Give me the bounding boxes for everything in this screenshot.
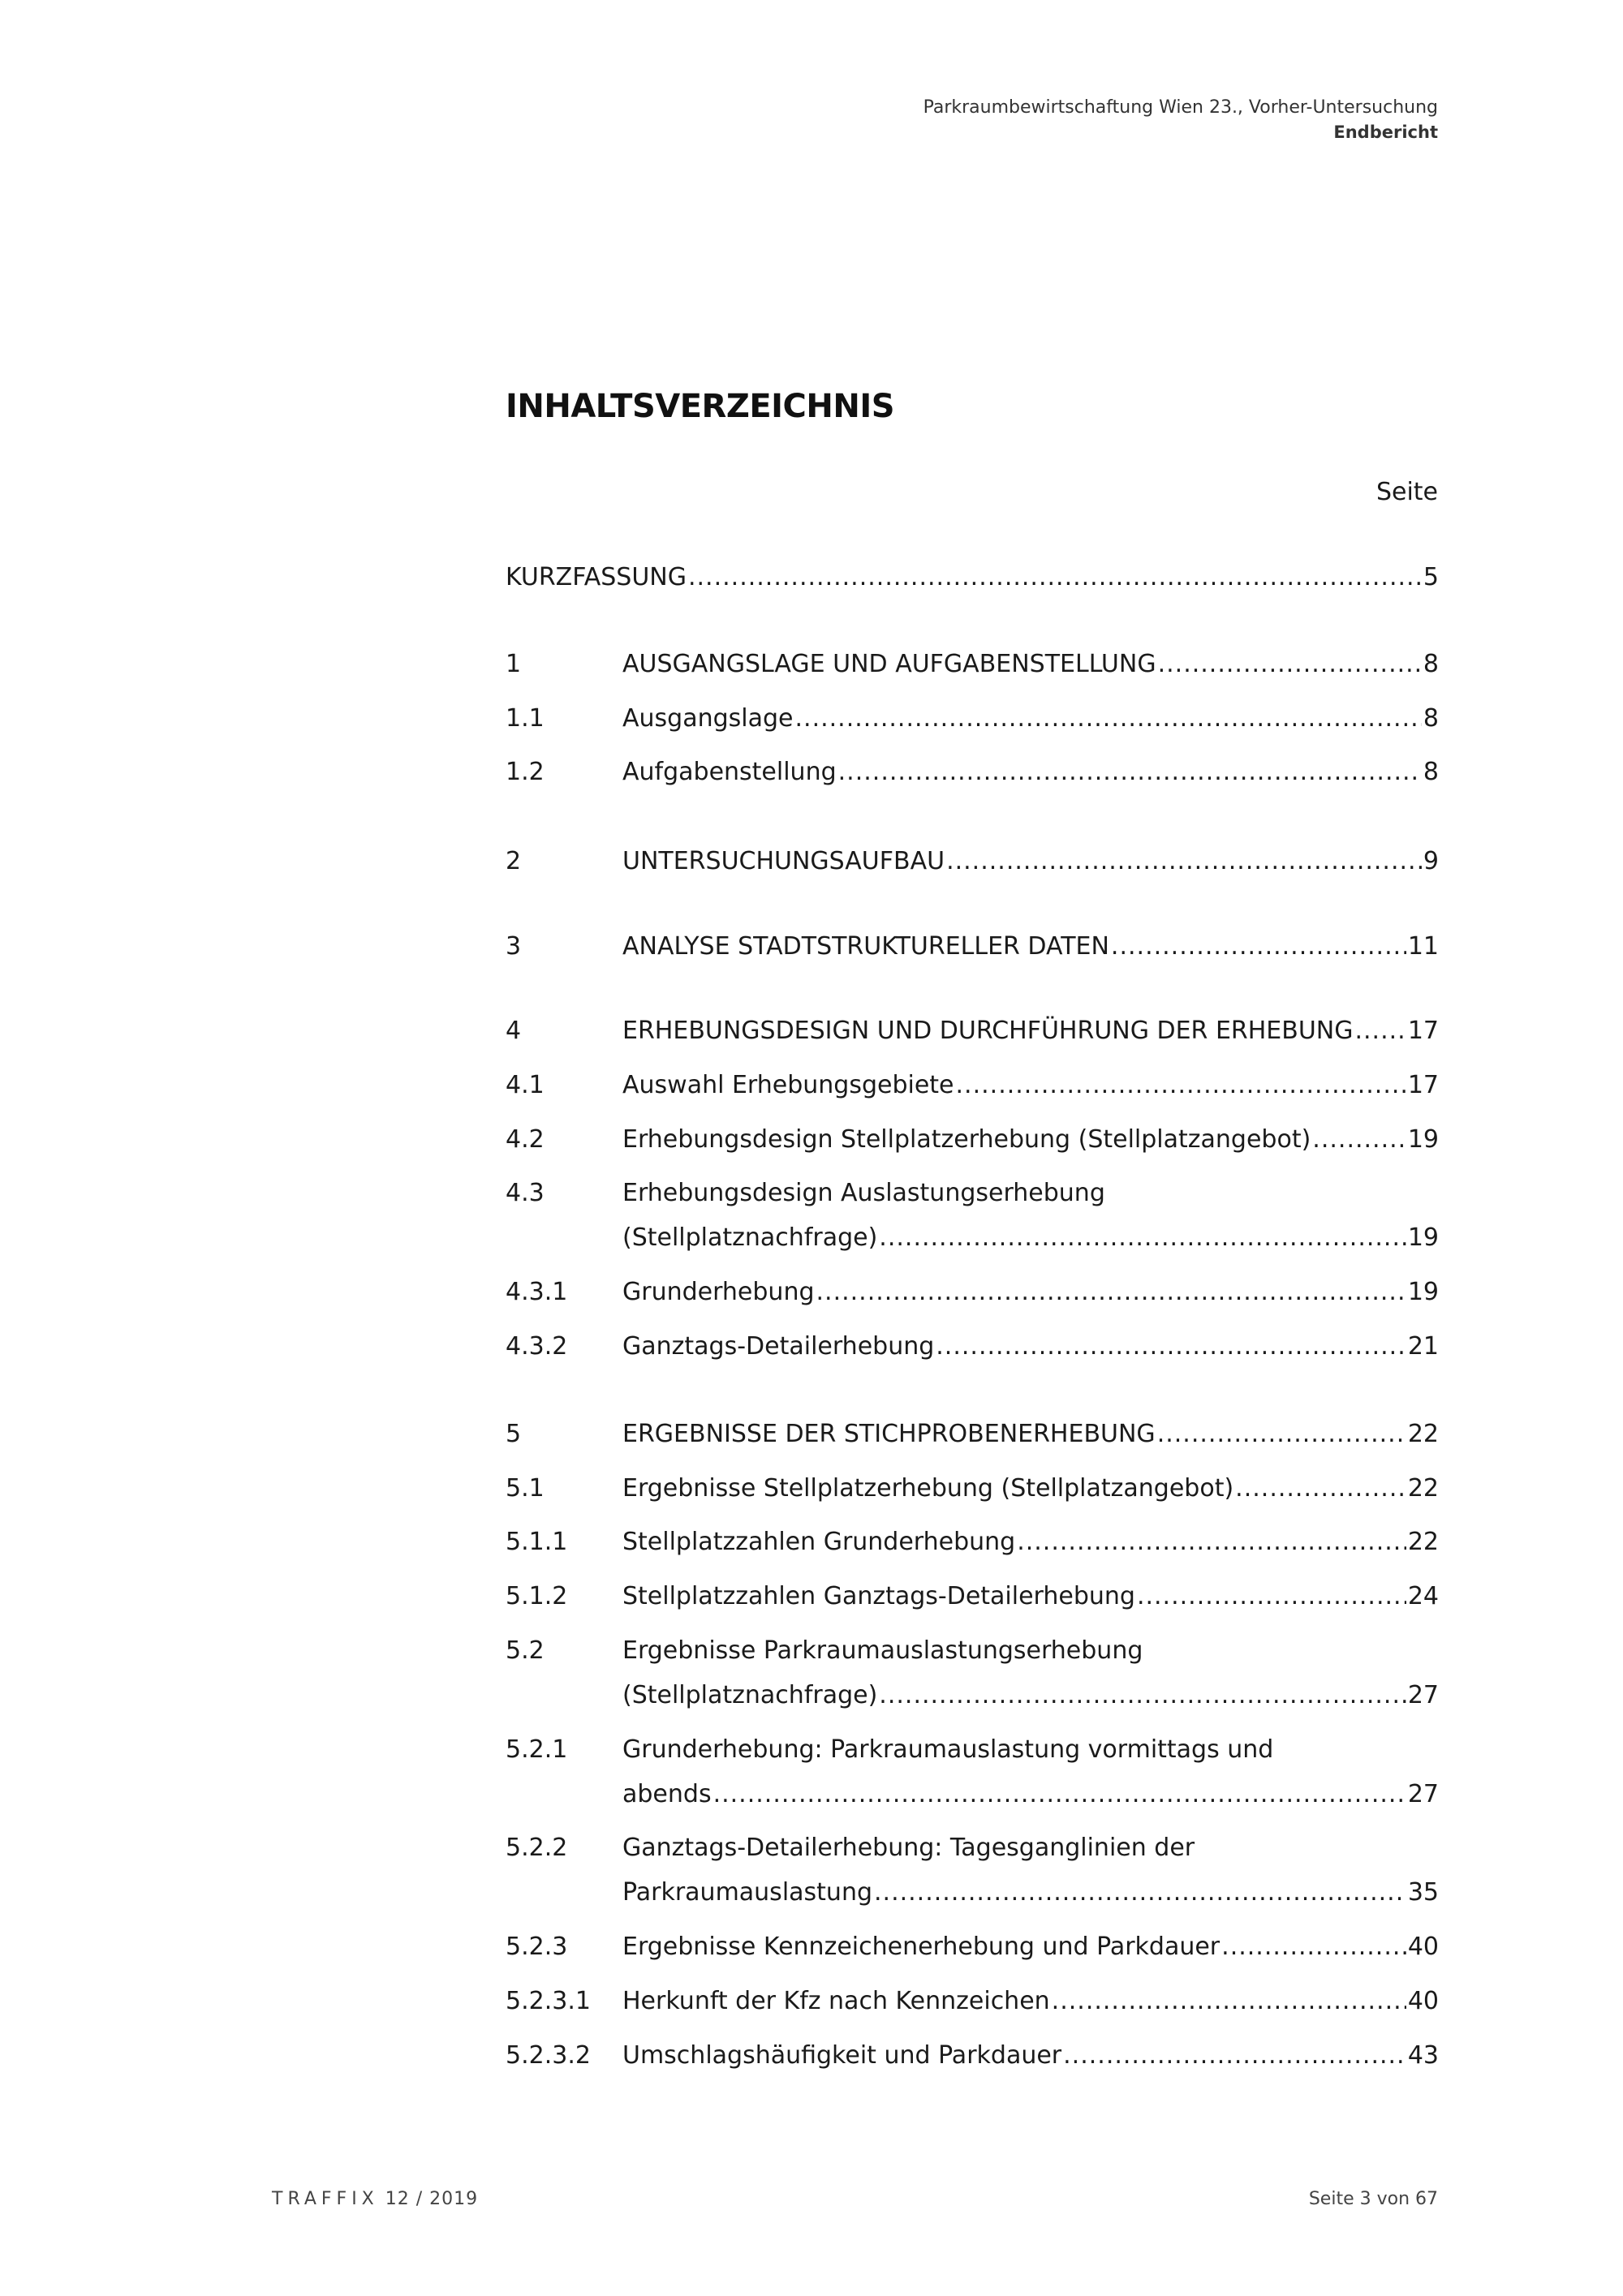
toc-entry-number: 1.2: [506, 758, 545, 786]
footer-left: [272, 2189, 478, 2209]
toc-entry-number: 5.1: [506, 1474, 545, 1503]
toc-entry-number: 1.1: [506, 704, 545, 733]
toc-entry-text: Erhebungsdesign Stellplatzerhebung (Stellplatzangebot): [622, 1125, 1311, 1154]
toc-leader-dots: [879, 1673, 1406, 1718]
toc-leader-dots: [956, 1063, 1406, 1107]
toc-entry-number: 5.1.1: [506, 1528, 568, 1556]
toc-entry-page: 17: [1407, 1017, 1439, 1045]
toc-entry-number: 5.2.3.1: [506, 1987, 591, 2015]
toc-leader-dots: [1063, 2033, 1406, 2078]
toc-entry-page: 43: [1407, 2041, 1439, 2070]
toc-entry-number: 5.2: [506, 1636, 545, 1665]
toc-entry-page: 9: [1423, 847, 1439, 875]
toc-entry-text: ERHEBUNGSDESIGN UND DURCHFÜHRUNG DER ERHEBUNG: [622, 1017, 1354, 1045]
toc-entry-page: 21: [1407, 1332, 1439, 1361]
toc-entry-page: 24: [1407, 1582, 1439, 1610]
toc-entry-page: 22: [1407, 1474, 1439, 1503]
toc-leader-dots: [795, 696, 1422, 741]
toc-leader-dots: [1235, 1466, 1406, 1511]
toc-entry-number: 5.2.2: [506, 1834, 568, 1862]
toc-leader-dots: [1137, 1574, 1406, 1619]
toc-entry-page: 40: [1407, 1933, 1439, 1961]
header-title: Parkraumbewirtschaftung Wien 23., Vorher-Untersuchung: [923, 97, 1438, 118]
toc-entry-number: 5: [506, 1420, 522, 1448]
toc-entry-page: 8: [1423, 758, 1439, 786]
toc-entry-page: 8: [1423, 704, 1439, 733]
toc-entry-page: 35: [1407, 1878, 1439, 1907]
toc-entry-number: 2: [506, 847, 522, 875]
toc-leader-dots: [838, 750, 1422, 794]
toc-leader-dots: [1354, 1008, 1406, 1053]
toc-entry-text: Ausgangslage: [622, 704, 794, 733]
toc-entry-text-line1: Erhebungsdesign Auslastungserhebung: [622, 1179, 1105, 1207]
toc-entry-page: 19: [1407, 1223, 1439, 1252]
toc-entry-text: KURZFASSUNG: [506, 563, 687, 591]
toc-entry-number: 3: [506, 932, 522, 961]
toc-leader-dots: [713, 1772, 1406, 1817]
page-title: INHALTSVERZEICHNIS: [506, 388, 895, 425]
toc-entry-page: 40: [1407, 1987, 1439, 2015]
toc-entry-text: UNTERSUCHUNGSAUFBAU: [622, 847, 945, 875]
toc-entry-text: Aufgabenstellung: [622, 758, 837, 786]
footer-brand: TRAFFIX: [272, 2189, 379, 2209]
toc-leader-dots: [816, 1270, 1406, 1314]
toc-entry-text-line1: Ergebnisse Parkraumauslastungserhebung: [622, 1636, 1143, 1665]
toc-leader-dots: [688, 555, 1422, 600]
toc-leader-dots: [1157, 1412, 1406, 1456]
toc-leader-dots: [1017, 1520, 1406, 1564]
toc-entry-page: 19: [1407, 1278, 1439, 1306]
toc-entry-page: 5: [1423, 563, 1439, 591]
footer-page-info: Seite 3 von 67: [1308, 2189, 1438, 2209]
toc-leader-dots: [946, 839, 1422, 884]
toc-entry-text: ANALYSE STADTSTRUKTURELLER DATEN: [622, 932, 1109, 961]
toc-entry-number: 5.2.3: [506, 1933, 568, 1961]
toc-entry-page: 8: [1423, 650, 1439, 678]
toc-entry-number: 4: [506, 1017, 522, 1045]
toc-entry-text: Auswahl Erhebungsgebiete: [622, 1071, 954, 1099]
toc-entry-text: AUSGANGSLAGE UND AUFGABENSTELLUNG: [622, 650, 1156, 678]
toc-entry-text: Herkunft der Kfz nach Kennzeichen: [622, 1987, 1050, 2015]
toc-entry-page: 22: [1407, 1420, 1439, 1448]
toc-entry-text: Stellplatzzahlen Grunderhebung: [622, 1528, 1016, 1556]
toc-leader-dots: [874, 1870, 1406, 1915]
toc-leader-dots: [879, 1215, 1406, 1260]
toc-entry-page: 22: [1407, 1528, 1439, 1556]
toc-entry-number: 4.1: [506, 1071, 545, 1099]
toc-entry-number: 5.1.2: [506, 1582, 568, 1610]
toc-entry-number: 4.2: [506, 1125, 545, 1154]
toc-entry-number: 4.3.1: [506, 1278, 568, 1306]
toc-entry-page: 27: [1407, 1681, 1439, 1709]
toc-entry-text: (Stellplatznachfrage): [622, 1681, 878, 1709]
toc-entry-text: (Stellplatznachfrage): [622, 1223, 878, 1252]
footer-date: 12 / 2019: [385, 2189, 479, 2209]
toc-entry-text: Grunderhebung: [622, 1278, 815, 1306]
toc-entry-text: Ergebnisse Stellplatzerhebung (Stellplatzangebot): [622, 1474, 1234, 1503]
toc-leader-dots: [1052, 1979, 1406, 2023]
running-header: [923, 96, 1438, 144]
toc-entry-text: Parkraumauslastung: [622, 1878, 872, 1907]
toc-entry-text: Ergebnisse Kennzeichenerhebung und Parkdauer: [622, 1933, 1220, 1961]
toc-entry-number: 4.3: [506, 1179, 545, 1207]
toc-entry-text: abends: [622, 1780, 712, 1808]
toc-entry-number: 4.3.2: [506, 1332, 568, 1361]
toc-entry-number: 5.2.1: [506, 1735, 568, 1764]
toc-leader-dots: [1221, 1924, 1406, 1969]
toc-entry-page: 11: [1407, 932, 1439, 961]
toc-leader-dots: [1111, 924, 1406, 969]
page-column-label: Seite: [1375, 478, 1438, 506]
toc-entry-text: ERGEBNISSE DER STICHPROBENERHEBUNG: [622, 1420, 1156, 1448]
toc-entry-text-line1: Ganztags-Detailerhebung: Tagesganglinien der: [622, 1834, 1195, 1862]
toc-entry-number: 1: [506, 650, 522, 678]
toc-entry-page: 17: [1407, 1071, 1439, 1099]
toc-entry-text: Umschlagshäufigkeit und Parkdauer: [622, 2041, 1062, 2070]
header-subtitle: Endbericht: [1333, 123, 1438, 142]
toc-leader-dots: [1312, 1117, 1406, 1162]
toc-entry-page: 19: [1407, 1125, 1439, 1154]
toc-entry-text-line1: Grunderhebung: Parkraumauslastung vormittags und: [622, 1735, 1274, 1764]
toc-entry-text: Stellplatzzahlen Ganztags-Detailerhebung: [622, 1582, 1135, 1610]
toc-leader-dots: [936, 1324, 1406, 1369]
toc-entry-page: 27: [1407, 1780, 1439, 1808]
toc-entry-number: 5.2.3.2: [506, 2041, 591, 2070]
toc-entry-text: Ganztags-Detailerhebung: [622, 1332, 935, 1361]
toc-leader-dots: [1158, 642, 1422, 686]
